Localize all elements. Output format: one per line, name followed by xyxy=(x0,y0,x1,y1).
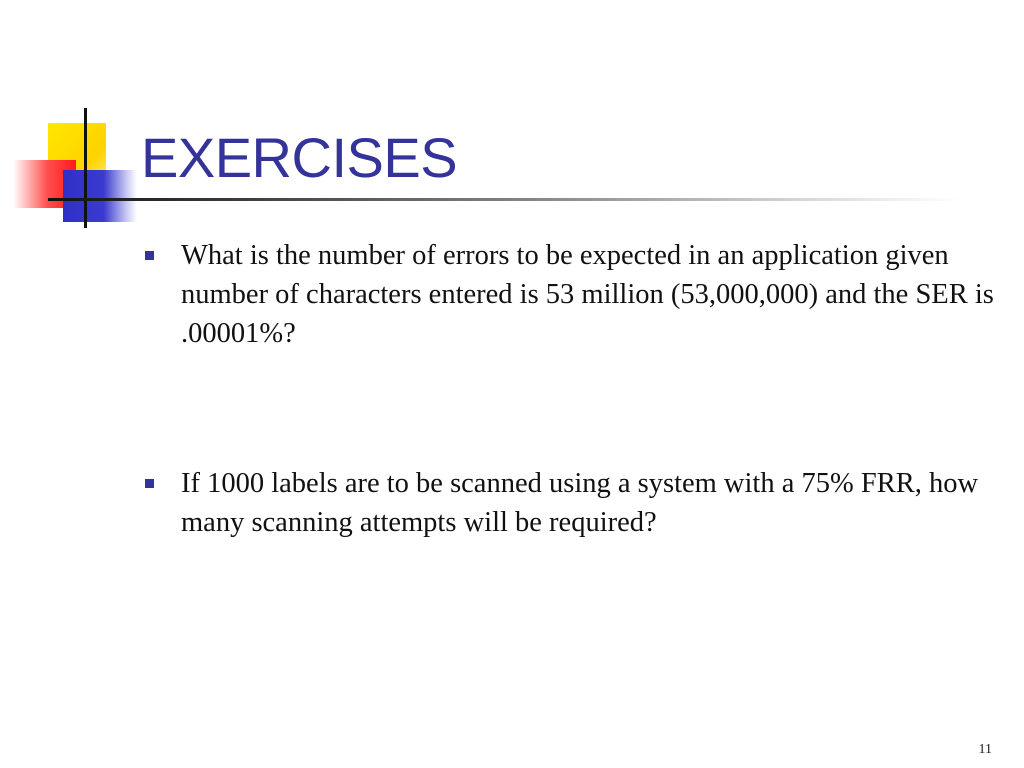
bullet-list xyxy=(145,236,995,542)
bullet-item xyxy=(145,236,995,353)
square-bullet-icon xyxy=(145,479,154,488)
slide-title: EXERCISES xyxy=(141,126,458,189)
title-underline xyxy=(48,198,960,201)
bullet-item xyxy=(145,464,995,542)
bullet-text: If 1000 labels are to be scanned using a system with a 75% FRR, how many scanning attempts will be required? xyxy=(181,468,979,538)
bullet-text: What is the number of errors to be expected in an application given number of characters entered is 53 million (53,000,000) and the SER is .00001%? xyxy=(181,240,994,349)
logo-vertical-line xyxy=(84,108,87,228)
page-number: 11 xyxy=(978,742,992,757)
square-bullet-icon xyxy=(145,251,154,260)
logo-blue-square xyxy=(63,170,137,222)
